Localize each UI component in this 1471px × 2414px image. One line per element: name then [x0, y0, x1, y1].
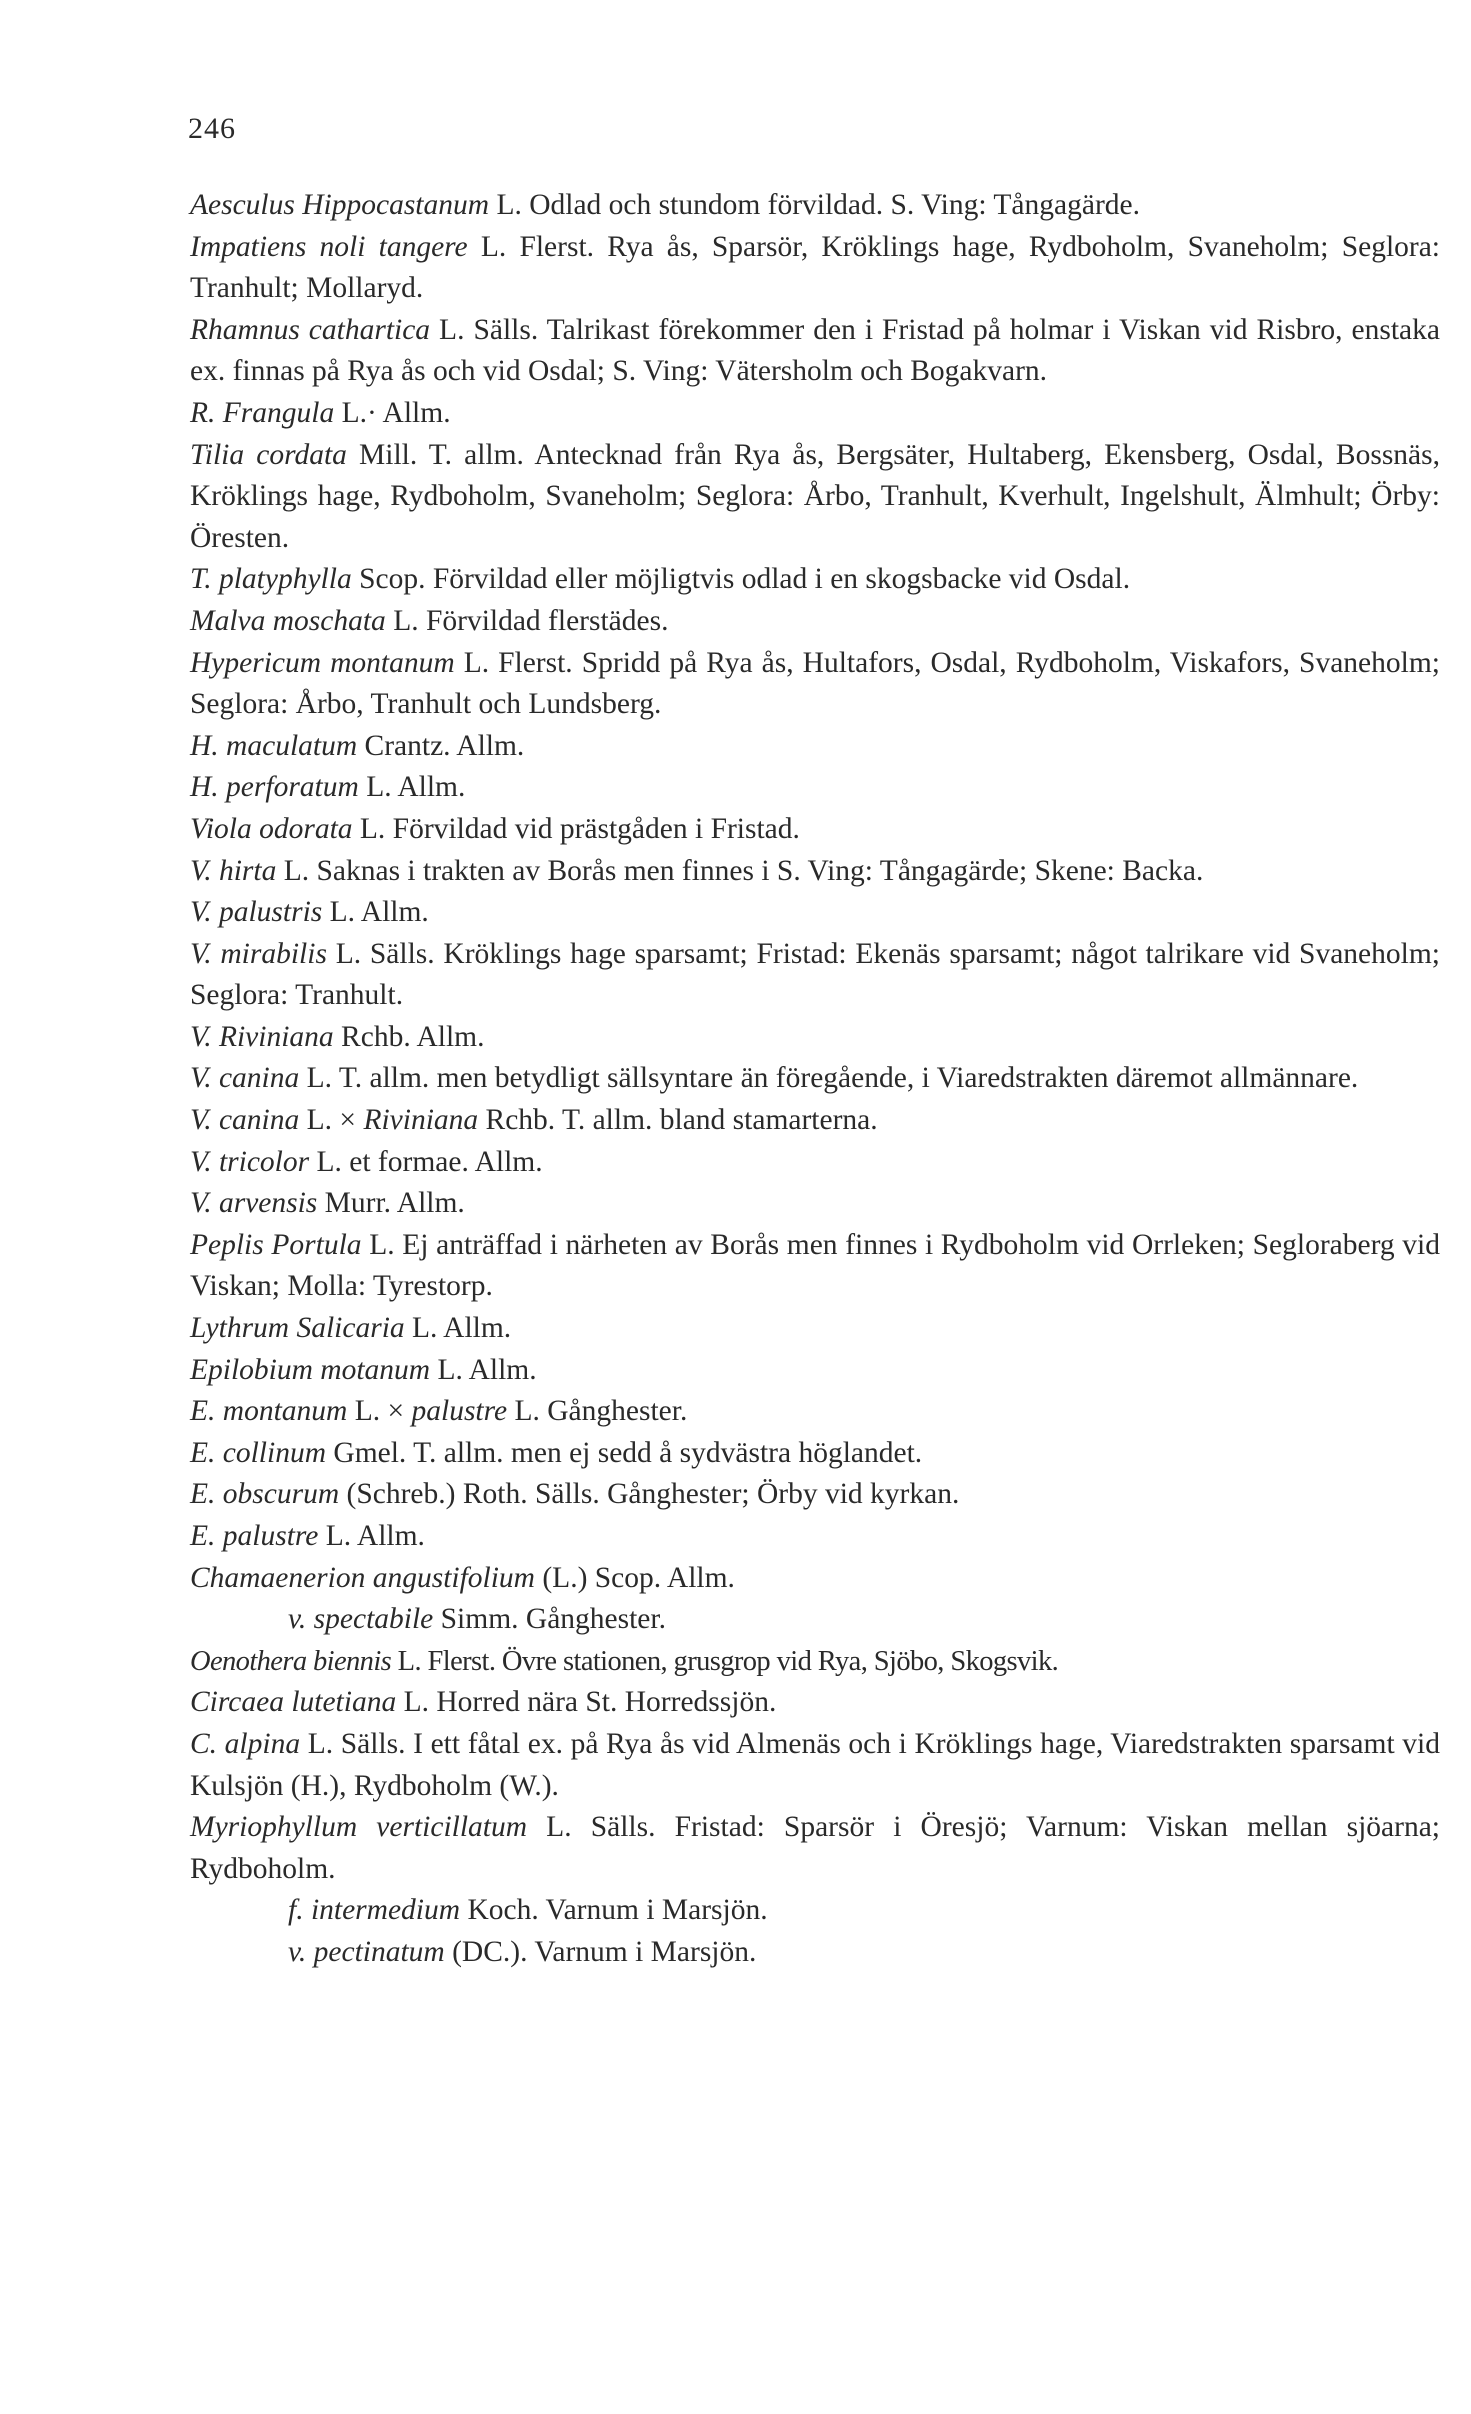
taxon-name: Viola odorata: [190, 812, 353, 845]
entry-text: Rchb. Allm.: [333, 1020, 485, 1053]
entry-text: L. Sälls. Talrikast förekommer den i Fristad på holmar i Viskan vid Risbro, enstaka ex. finnas på Rya ås och vid Osdal; S. Ving: Vätersholm och Bogakvarn.: [190, 313, 1440, 388]
entry-text: L. Allm.: [318, 1520, 425, 1552]
entry-chamaenerion: [190, 1558, 1440, 1600]
entry-text: Murr. Allm.: [317, 1187, 465, 1220]
taxon-name: Oenothera biennis: [190, 1645, 392, 1677]
entry-circaea-alpina: [190, 1724, 1440, 1807]
taxon-name: V. Riviniana: [190, 1020, 334, 1053]
entry-text: L. Sälls. I ett fåtal ex. på Rya ås vid Almenäs och i Kröklings hage, Viaredstrakten sparsamt vid Kulsjön (H.), Rydboholm (W.).: [190, 1727, 1440, 1802]
entry-epilobium-obscurum: [190, 1474, 1440, 1516]
entry-viola-hirta: [190, 851, 1440, 893]
entry-viola-mirabilis: [190, 934, 1440, 1017]
taxon-name: Rhamnus cathartica: [190, 313, 431, 346]
entry-text: L. T. allm. men betydligt sällsyntare än föregående, i Viaredstrakten däremot allmännare.: [299, 1062, 1359, 1095]
taxon-name: V. arvensis: [190, 1187, 318, 1220]
entry-circaea-lutetiana: [190, 1682, 1440, 1724]
taxon-name: E. palustre: [190, 1520, 319, 1552]
entry-text: L. Horred nära St. Horredssjön.: [396, 1686, 777, 1719]
taxon-name: H. maculatum: [190, 729, 358, 762]
entry-epilobium-motanum: [190, 1350, 1440, 1392]
entry-viola-riviniana: [190, 1017, 1440, 1059]
taxon-name: Circaea lutetiana: [190, 1686, 397, 1719]
entry-text: L. Ej anträffad i närheten av Borås men finnes i Rydboholm vid Orrleken; Segloraberg vid Viskan; Molla: Tyrestorp.: [190, 1228, 1440, 1303]
taxon-name: R. Frangula: [190, 396, 335, 429]
entry-rhamnus-cathartica: [190, 310, 1440, 393]
entry-oenothera: [190, 1641, 1440, 1683]
entry-peplis: [190, 1225, 1440, 1308]
entry-text-2: L. Gånghester.: [507, 1395, 688, 1428]
entry-text: L. Förvildad vid prästgåden i Fristad.: [352, 812, 800, 845]
entry-impatiens: [190, 227, 1440, 310]
entry-pectinatum: [190, 1932, 1440, 1974]
entry-text: Koch. Varnum i Marsjön.: [460, 1894, 768, 1927]
entry-viola-arvensis: [190, 1183, 1440, 1225]
taxon-name-2: Riviniana: [363, 1104, 479, 1137]
entry-tilia-cordata: [190, 435, 1440, 560]
taxon-name: Impatiens noli tangere: [190, 230, 468, 263]
entry-hypericum-montanum: [190, 643, 1440, 726]
entry-lythrum: [190, 1308, 1440, 1350]
entry-intermedium: [190, 1890, 1440, 1932]
entry-viola-palustris: [190, 892, 1440, 934]
entry-text: L. Allm.: [430, 1353, 537, 1386]
entry-text: L. Odlad och stundom förvildad. S. Ving: Tångagärde.: [489, 189, 1141, 221]
entry-text: L. et formae. Allm.: [309, 1145, 543, 1178]
taxon-name: Aesculus Hippocastanum: [190, 189, 490, 221]
taxon-name: E. obscurum: [190, 1478, 340, 1511]
taxon-name: V. tricolor: [190, 1145, 310, 1178]
entry-epilobium-palustre: [190, 1516, 1440, 1558]
taxon-name: f. intermedium: [288, 1894, 461, 1927]
taxon-name: Chamaenerion angustifolium: [190, 1561, 535, 1594]
taxon-name: V. mirabilis: [190, 937, 327, 970]
entry-viola-tricolor: [190, 1142, 1440, 1184]
taxon-name: V. palustris: [190, 896, 323, 929]
entry-text: L. Allm.: [322, 896, 429, 929]
taxon-name: v. pectinatum: [288, 1935, 445, 1968]
taxon-name: Hypericum montanum: [190, 646, 455, 679]
entry-malva: [190, 601, 1440, 643]
taxon-name: E. collinum: [190, 1436, 327, 1469]
entry-text-2: Rchb. T. allm. bland stamarterna.: [478, 1104, 878, 1137]
entry-viola-canina: [190, 1058, 1440, 1100]
entry-text: (Schreb.) Roth. Sälls. Gånghester; Örby vid kyrkan.: [339, 1478, 960, 1511]
taxon-name: H. perforatum: [190, 771, 359, 804]
entry-text: L. Sälls. Kröklings hage sparsamt; Fristad: Ekenäs sparsamt; något talrikare vid Svaneholm; Seglora: Tranhult.: [190, 937, 1440, 1012]
entry-text: (L.) Scop. Allm.: [534, 1561, 735, 1594]
entry-text: L. Allm.: [358, 771, 466, 804]
entry-text: L. Sälls. Fristad: Sparsör i Öresjö; Varnum: Viskan mellan sjöarna; Rydboholm.: [190, 1811, 1440, 1885]
entry-text: Scop. Förvildad eller möjligtvis odlad i en skogsbacke vid Osdal.: [351, 563, 1131, 596]
taxon-name: Malva moschata: [190, 604, 386, 637]
entry-text: Crantz. Allm.: [357, 729, 525, 762]
entry-hypericum-perforatum: [190, 767, 1440, 809]
entry-hypericum-maculatum: [190, 726, 1440, 768]
entry-text: L. ×: [347, 1395, 412, 1428]
taxon-name: Tilia cordata: [190, 438, 347, 471]
taxon-name: Epilobium motanum: [190, 1353, 431, 1386]
entry-epilobium-hybrid: [190, 1391, 1440, 1433]
entry-epilobium-collinum: [190, 1433, 1440, 1475]
entry-text: Gmel. T. allm. men ej sedd å sydvästra höglandet.: [326, 1436, 923, 1469]
entry-tilia-platyphylla: [190, 559, 1440, 601]
taxon-name: Myriophyllum verticillatum: [190, 1811, 528, 1844]
flora-list: [190, 185, 1440, 1974]
entry-rhamnus-frangula: [190, 393, 1440, 435]
entry-text: L. Förvildad flerstädes.: [385, 604, 669, 637]
entry-text: Mill. T. allm. Antecknad från Rya ås, Bergsäter, Hultaberg, Ekensberg, Osdal, Bossnäs, Kröklings hage, Rydboholm, Svaneholm; Seglora: Årbo, Tranhult, Kverhult, Ingelshult, Älmhult; Örby: Öresten.: [190, 438, 1440, 554]
taxon-name: V. canina: [190, 1062, 300, 1095]
taxon-name: E. montanum: [190, 1395, 348, 1428]
taxon-name: T. platyphylla: [190, 563, 352, 596]
taxon-name: Lythrum Salicaria: [190, 1312, 405, 1345]
entry-viola-canina-hybrid: [190, 1100, 1440, 1142]
entry-text: L. ×: [299, 1104, 364, 1137]
entry-aesculus: [190, 185, 1440, 227]
entry-text: Simm. Gånghester.: [433, 1603, 666, 1636]
taxon-name: C. alpina: [190, 1727, 301, 1760]
taxon-name: V. hirta: [190, 854, 277, 887]
entry-text: L. Flerst. Spridd på Rya ås, Hultafors, Osdal, Rydboholm, Viskafors, Svaneholm; Seglora: Årbo, Tranhult och Lundsberg.: [190, 646, 1440, 721]
entry-text: L.· Allm.: [334, 396, 451, 429]
entry-text: L. Saknas i trakten av Borås men finnes i S. Ving: Tångagärde; Skene: Backa.: [276, 854, 1204, 887]
page-number: 246: [188, 112, 236, 145]
entry-text: (DC.). Varnum i Marsjön.: [444, 1935, 757, 1968]
entry-text: L. Allm.: [404, 1312, 512, 1345]
taxon-name: V. canina: [190, 1104, 300, 1137]
entry-spectabile: [190, 1599, 1440, 1641]
taxon-name-2: palustre: [411, 1395, 508, 1428]
taxon-name: v. spectabile: [288, 1603, 434, 1636]
entry-viola-odorata: [190, 809, 1440, 851]
entry-text: L. Flerst. Rya ås, Sparsör, Kröklings hage, Rydboholm, Svaneholm; Seglora: Tranhult; Mollaryd.: [190, 230, 1440, 305]
taxon-name: Peplis Portula: [190, 1228, 362, 1261]
entry-myriophyllum: [190, 1807, 1440, 1890]
entry-text: L. Flerst. Övre stationen, grusgrop vid Rya, Sjöbo, Skogsvik.: [391, 1645, 1059, 1677]
